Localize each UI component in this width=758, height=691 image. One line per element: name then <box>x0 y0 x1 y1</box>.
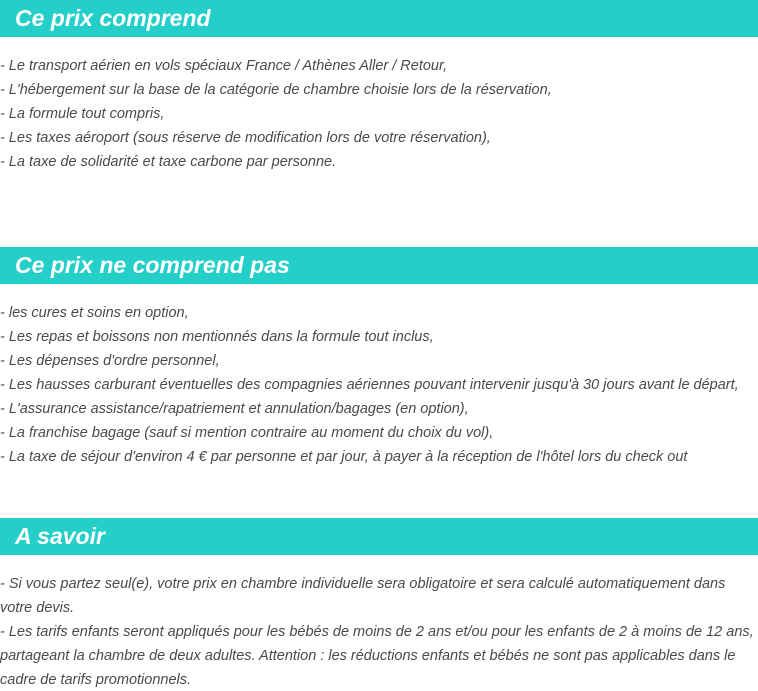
section-header-not-included <box>0 247 758 284</box>
included-list <box>0 54 756 174</box>
list-item: - Les repas et boissons non mentionnés dans la formule tout inclus, <box>0 329 434 345</box>
list-item: - Le transport aérien en vols spéciaux France / Athènes Aller / Retour, <box>0 58 448 74</box>
list-item: - La taxe de séjour d'environ 4 € par personne et par jour, à payer à la réception de l'hôtel lors du check out <box>0 449 688 465</box>
list-item: - La franchise bagage (sauf si mention contraire au moment du choix du vol), <box>0 425 494 441</box>
list-item: - Les tarifs enfants seront appliqués pour les bébés de moins de 2 ans et/ou pour les enfants de 2 à moins de 12 ans, partageant la chambre de deux adultes. Attention : les réductions enfants et bébés ne sont pas applicables dans le cadre de tarifs promotionnels. <box>0 624 754 688</box>
list-item: - Les taxes aéroport (sous réserve de modification lors de votre réservation), <box>0 130 491 146</box>
list-item: - L'assurance assistance/rapatriement et annulation/bagages (en option), <box>0 401 469 417</box>
section-title-not-included: Ce prix ne comprend pas <box>15 252 290 278</box>
section-title-included: Ce prix comprend <box>15 5 211 31</box>
list-item: - La formule tout compris, <box>0 106 165 122</box>
not-included-list <box>0 301 756 469</box>
list-item: - les cures et soins en option, <box>0 305 189 321</box>
section-header-good-to-know <box>0 518 758 555</box>
list-item: - L'hébergement sur la base de la catégorie de chambre choisie lors de la réservation, <box>0 82 552 98</box>
list-item: - La taxe de solidarité et taxe carbone par personne. <box>0 154 337 170</box>
section-header-included <box>0 0 758 37</box>
list-item: - Si vous partez seul(e), votre prix en chambre individuelle sera obligatoire et sera calculé automatiquement dans votre devis. <box>0 576 726 616</box>
good-to-know-list <box>0 572 756 691</box>
list-item: - Les hausses carburant éventuelles des compagnies aériennes pouvant intervenir jusqu'à 30 jours avant le départ, <box>0 377 739 393</box>
section-title-good-to-know: A savoir <box>15 523 105 549</box>
list-item: - Les dépenses d'ordre personnel, <box>0 353 220 369</box>
